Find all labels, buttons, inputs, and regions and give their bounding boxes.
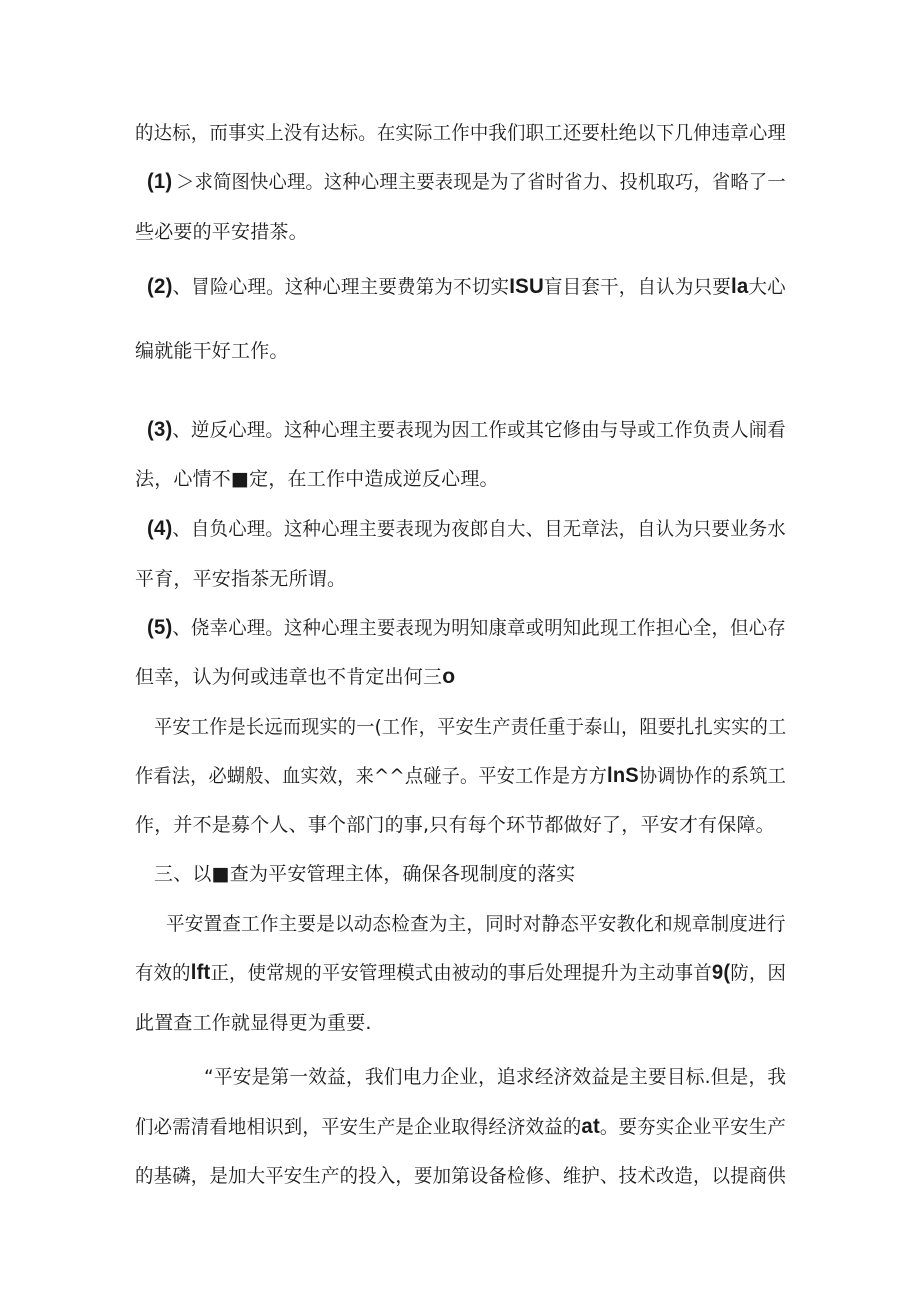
line-text: 、冒险心理。这种心理主要费第为不切实 — [172, 276, 510, 298]
line-text: 三、以■查为平安管理主体，确保各现制度的落实 — [154, 863, 576, 885]
text-line-18 — [135, 1010, 372, 1036]
line-text: 盲目套干，自认为只要 — [543, 276, 731, 298]
text-line-20 — [135, 1114, 786, 1140]
text-line-17 — [135, 960, 786, 986]
list-number: (1) — [147, 170, 173, 193]
line-text: ＞求简图快心理。这种心理主要表现是为了省时省力、投机取巧，省略了一 — [176, 171, 786, 193]
line-text: “平安是第一效益，我们电力企业，追求经济效益是主要目标.但是，我 — [204, 1066, 787, 1088]
list-item-4 — [147, 516, 786, 542]
line-text: 、逆反心理。这种心理主要表现为因工作或其它修由与导或工作负责人闹看 — [172, 419, 786, 441]
line-text: 此置查工作就显得更为重要. — [135, 1012, 372, 1034]
list-item-2 — [147, 274, 786, 300]
list-item-3 — [147, 417, 786, 443]
line-text: 们必需清看地相识到，平安生产是企业取得经济效益的 — [135, 1116, 582, 1138]
list-number: (3) — [147, 418, 173, 441]
list-number: (2) — [147, 275, 173, 298]
line-text: 平安置查工作主要是以动态检查为主，同时对静态平安教化和规章制度进行 — [166, 913, 786, 935]
text-line-11 — [135, 664, 455, 690]
garbled-bold-text: o — [442, 665, 456, 688]
text-line-19 — [204, 1064, 786, 1090]
line-text: 、自负心理。这种心理主要表现为夜郎自大、目无章法，自认为只要业务水 — [172, 518, 786, 540]
text-line-13 — [135, 763, 786, 789]
text-line-16 — [166, 911, 786, 937]
garbled-bold-text: ISU — [509, 275, 544, 298]
text-line-1 — [135, 120, 786, 146]
line-text: 有效的 — [135, 962, 191, 984]
garbled-bold-text: la — [730, 275, 749, 298]
line-text: 平育，平安指茶无所谓。 — [135, 568, 347, 590]
text-line-12 — [154, 714, 786, 740]
line-text: 防，因 — [730, 962, 787, 984]
line-text: 的基磷，是加大平安生产的投入，要加第设备检修、维护、技术改造，以提商供 — [135, 1165, 787, 1187]
garbled-bold-text: 9( — [711, 961, 731, 984]
line-text: 正，使常规的平安管理模式由被动的事后处理提升为主动事首 — [210, 962, 712, 984]
line-text: 、侥幸心理。这种心理主要表现为明知康章或明知此现工作担心全，但心存 — [172, 617, 786, 639]
text-line-14 — [135, 812, 775, 838]
line-text: 编就能干好工作。 — [135, 340, 289, 362]
text-line-5 — [135, 338, 289, 364]
garbled-bold-text: at — [581, 1115, 600, 1138]
line-text: 作，并不是募个人、事个部门的事,只有每个环节都做好了，平安才有保障。 — [135, 814, 775, 836]
list-number: (5) — [147, 616, 173, 639]
line-text: 作看法，必蝴般、血实效，来^^点碰子。平安工作是方方 — [135, 765, 608, 787]
text-line-7 — [135, 466, 499, 492]
line-text: 法，心情不■定，在工作中造成逆反心理。 — [135, 468, 499, 490]
text-line-3 — [135, 219, 308, 245]
list-number: (4) — [147, 517, 173, 540]
section-heading — [154, 861, 575, 887]
line-text: 大心 — [748, 276, 786, 298]
line-text: 些必要的平安措茶。 — [135, 221, 308, 243]
line-text: 协调协作的系筑工 — [638, 765, 786, 787]
text-line-9 — [135, 566, 346, 592]
list-item-1 — [147, 169, 786, 195]
line-text: 但幸，认为何或违章也不肯定出何三 — [135, 666, 443, 688]
line-text: 的达标，而事实上没有达标。在实际工作中我们职工还要杜绝以下几伸违章心理 — [135, 122, 787, 144]
list-item-5 — [147, 615, 786, 641]
line-text: 平安工作是长远而现实的一(工作，平安生产责任重于泰山，阻要扎扎实实的工 — [154, 716, 787, 738]
text-line-21 — [135, 1163, 786, 1189]
line-text: 。要夯实企业平安生产 — [599, 1116, 786, 1138]
garbled-bold-text: lft — [190, 961, 211, 984]
garbled-bold-text: lnS — [607, 764, 639, 787]
